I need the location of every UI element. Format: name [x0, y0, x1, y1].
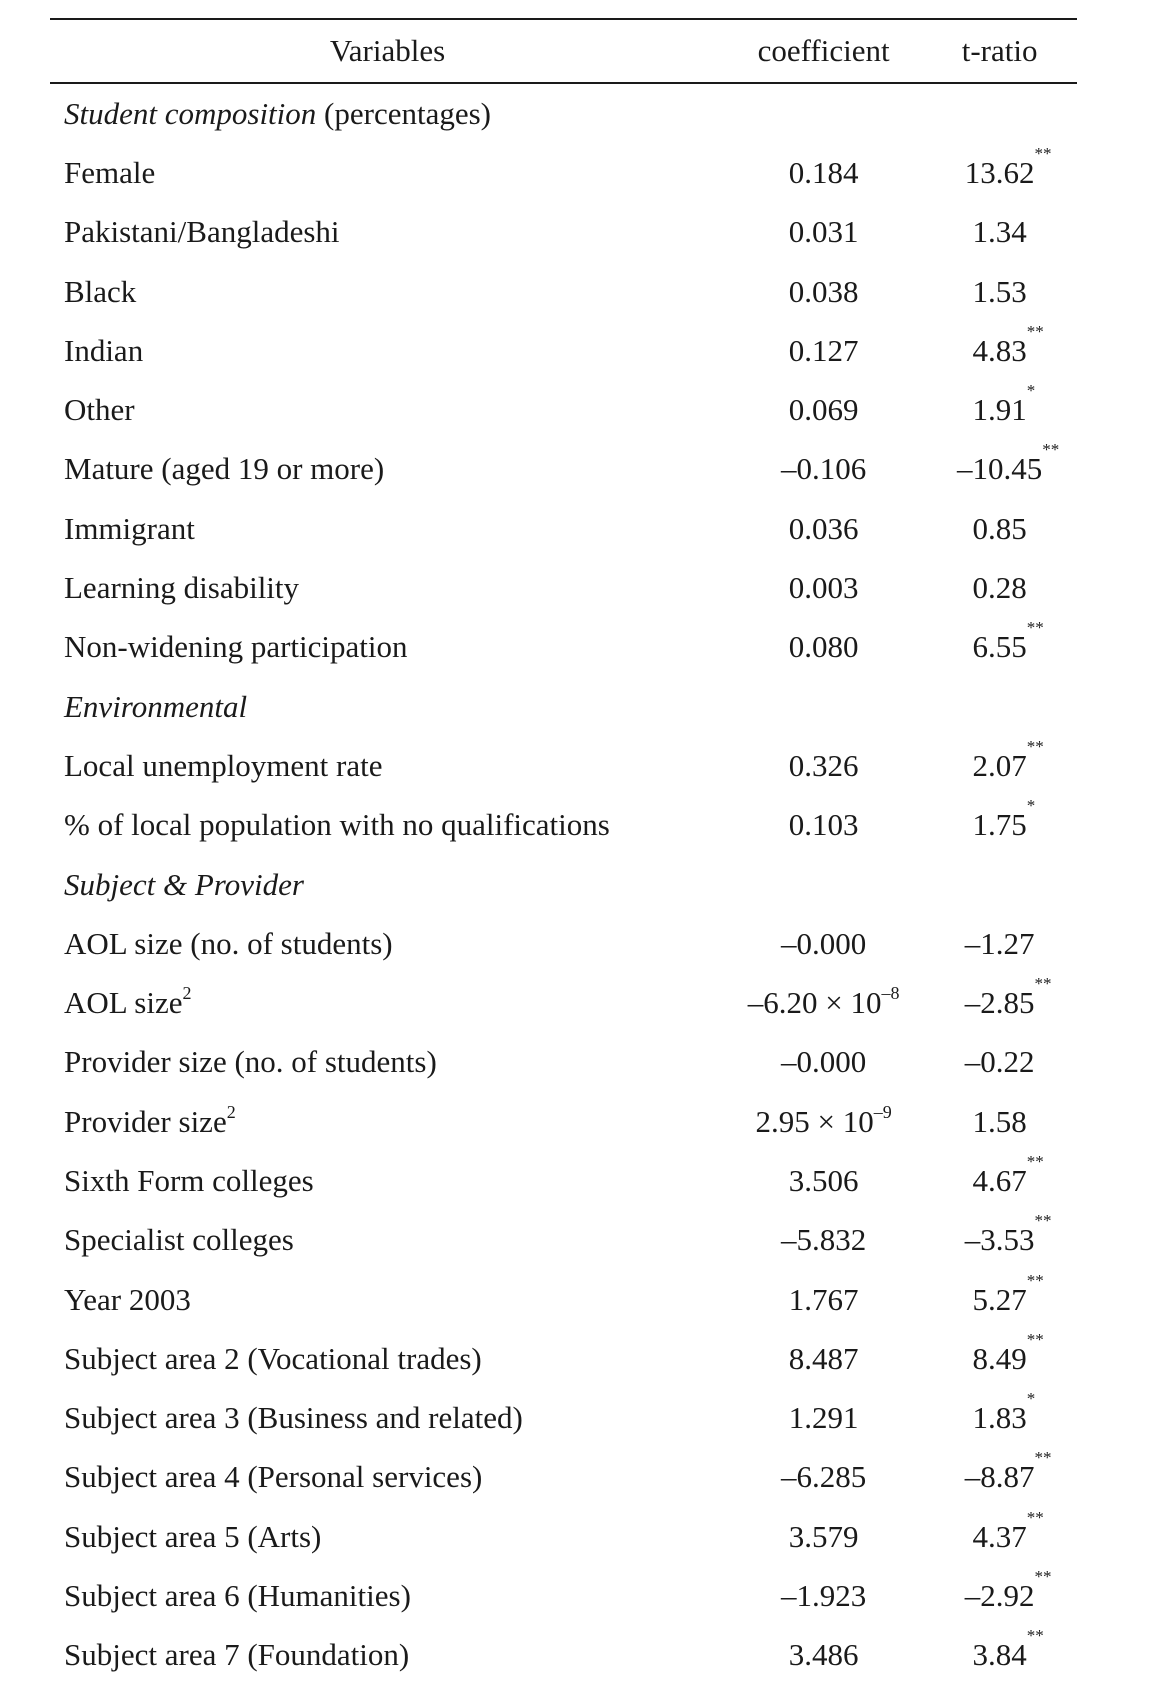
t-ratio-value: 0.85: [972, 510, 1027, 546]
coefficient-value: 0.103: [788, 807, 859, 843]
coefficient-value: 1.291: [788, 1400, 859, 1436]
t-ratio-value: 1.34: [972, 214, 1027, 250]
table-row: [50, 914, 1077, 973]
coefficient-value: 0.038: [788, 273, 859, 309]
t-ratio-value: 13.62 **: [964, 143, 1052, 190]
coefficient-value: –5.832: [780, 1222, 867, 1258]
exponent: –9: [873, 1101, 892, 1122]
coefficient-value: 0.069: [788, 392, 859, 428]
t-ratio-value: –10.45 **: [956, 440, 1060, 487]
table-row: [50, 1389, 1077, 1448]
section-row: [50, 855, 1077, 914]
table-row: [50, 321, 1077, 380]
superscript: 2: [226, 1101, 236, 1122]
variable-label: % of local population with no qualifications: [64, 807, 610, 843]
t-ratio-value: 1.58: [972, 1103, 1027, 1139]
significance-marker: **: [1034, 1448, 1052, 1468]
significance-marker: **: [1034, 1211, 1052, 1231]
coefficient-value: –1.923: [780, 1578, 867, 1614]
coefficient-value: 3.506: [788, 1162, 859, 1198]
variable-label: AOL size$^2$: [64, 983, 192, 1021]
variable-label: AOL size (no. of students): [64, 925, 393, 961]
variable-label: Non-widening participation: [64, 629, 408, 665]
table-row: [50, 618, 1077, 677]
t-ratio-value: 1.75 *: [972, 796, 1036, 843]
section-title: Subject & Provider: [64, 866, 304, 902]
coefficient-value: –0.000: [780, 1044, 867, 1080]
significance-marker: *: [1026, 1389, 1036, 1409]
t-ratio-value: 2.07 **: [972, 736, 1044, 783]
section-title: Student composition (percentages): [64, 95, 491, 131]
section-row: [50, 83, 1077, 143]
coefficient-value: 8.487: [788, 1340, 859, 1376]
variable-label: Other: [64, 392, 135, 428]
table-row: [50, 380, 1077, 439]
variable-label: Provider size (no. of students): [64, 1044, 437, 1080]
coefficient-value: 3.579: [788, 1518, 859, 1554]
significance-marker: **: [1042, 440, 1060, 460]
variable-label: Pakistani/Bangladeshi: [64, 214, 340, 250]
t-ratio-value: –8.87 **: [964, 1448, 1052, 1495]
t-ratio-value: 6.55 **: [972, 618, 1044, 665]
coefficient-value: $2.95 \times 10^{-9}$: [755, 1101, 892, 1139]
significance-marker: **: [1034, 1567, 1052, 1587]
significance-marker: **: [1026, 736, 1044, 756]
table-row: [50, 1507, 1077, 1566]
table-row: [50, 1566, 1077, 1625]
table-row: [50, 143, 1077, 202]
section-row: [50, 677, 1077, 736]
significance-marker: **: [1026, 1329, 1044, 1349]
variable-label: Learning disability: [64, 570, 300, 606]
t-ratio-value: 5.27 **: [972, 1270, 1044, 1317]
variable-label: Subject area 6 (Humanities): [64, 1578, 411, 1614]
header-variables: Variables: [50, 19, 725, 83]
t-ratio-value: 1.53: [972, 273, 1027, 309]
t-ratio-value: –2.85 **: [964, 974, 1052, 1021]
table-row: [50, 736, 1077, 795]
table-row: [50, 1270, 1077, 1329]
table-row: [50, 1211, 1077, 1270]
t-ratio-value: 4.37 **: [972, 1507, 1044, 1554]
t-ratio-value: –0.22: [964, 1044, 1035, 1080]
coefficient-value: –0.106: [780, 451, 867, 487]
significance-marker: **: [1026, 1151, 1044, 1171]
table-row: [50, 796, 1077, 855]
variable-label: Subject area 4 (Personal services): [64, 1459, 483, 1495]
section-title: Environmental: [64, 688, 248, 724]
t-ratio-value: 4.67 **: [972, 1151, 1044, 1198]
table-row: [50, 1151, 1077, 1210]
significance-marker: **: [1026, 321, 1044, 341]
variable-label: Subject area 5 (Arts): [64, 1518, 322, 1554]
coefficient-value: 0.031: [788, 214, 859, 250]
superscript: 2: [182, 983, 192, 1004]
significance-marker: *: [1026, 796, 1036, 816]
variable-label: Immigrant: [64, 510, 195, 546]
table-row: [50, 973, 1077, 1032]
coefficient-value: 1.767: [788, 1281, 859, 1317]
t-ratio-value: –2.92 **: [964, 1567, 1052, 1614]
table-row: [50, 203, 1077, 262]
header-t-ratio: t-ratio: [922, 19, 1077, 83]
variable-label: Indian: [64, 332, 144, 368]
t-ratio-value: –3.53 **: [964, 1211, 1052, 1258]
t-ratio-value: 0.28: [972, 570, 1027, 606]
coefficient-value: 0.036: [788, 510, 859, 546]
header-coefficient: coefficient: [725, 19, 922, 83]
table-row: [50, 1626, 1077, 1685]
t-ratio-value: 1.91 *: [972, 381, 1036, 428]
variable-label: Provider size$^2$: [64, 1101, 236, 1139]
significance-marker: **: [1034, 974, 1052, 994]
variable-label: Subject area 7 (Foundation): [64, 1637, 410, 1673]
coefficient-value: 0.003: [788, 570, 859, 606]
variable-label: Sixth Form colleges: [64, 1162, 314, 1198]
coefficient-value: 0.184: [788, 154, 859, 190]
variable-label: Female: [64, 154, 156, 190]
table-row: [50, 262, 1077, 321]
variable-label: Specialist colleges: [64, 1222, 294, 1258]
significance-marker: **: [1034, 143, 1052, 163]
coefficient-value: $-6.20 \times 10^{-8}$: [747, 983, 900, 1021]
table-row: [50, 1033, 1077, 1092]
t-ratio-value: 3.84 **: [972, 1626, 1044, 1673]
variable-label: Year 2003: [64, 1281, 191, 1317]
t-ratio-value: 1.83 *: [972, 1389, 1036, 1436]
table-row: [50, 1448, 1077, 1507]
t-ratio-value: 8.49 **: [972, 1329, 1044, 1376]
table-row: [50, 499, 1077, 558]
t-ratio-value: –1.27: [964, 925, 1035, 961]
significance-marker: *: [1026, 381, 1036, 401]
variable-label: Subject area 2 (Vocational trades): [64, 1340, 482, 1376]
header-row: [50, 19, 1077, 83]
variable-label: Mature (aged 19 or more): [64, 451, 385, 487]
significance-marker: **: [1026, 1626, 1044, 1646]
coefficient-value: 0.080: [788, 629, 859, 665]
significance-marker: **: [1026, 1507, 1044, 1527]
table-row: [50, 1329, 1077, 1388]
regression-table: [50, 18, 1077, 1685]
coefficient-value: 0.326: [788, 747, 859, 783]
variable-label: Subject area 3 (Business and related): [64, 1400, 523, 1436]
coefficient-value: –6.285: [780, 1459, 867, 1495]
variable-label: Black: [64, 273, 137, 309]
table-row: [50, 440, 1077, 499]
exponent: –8: [881, 983, 900, 1004]
table-row: [50, 1092, 1077, 1151]
significance-marker: **: [1026, 1270, 1044, 1290]
coefficient-value: 0.127: [788, 332, 859, 368]
table-row: [50, 558, 1077, 617]
coefficient-value: 3.486: [788, 1637, 859, 1673]
t-ratio-value: 4.83 **: [972, 321, 1044, 368]
variable-label: Local unemployment rate: [64, 747, 383, 783]
significance-marker: **: [1026, 618, 1044, 638]
coefficient-value: –0.000: [780, 925, 867, 961]
